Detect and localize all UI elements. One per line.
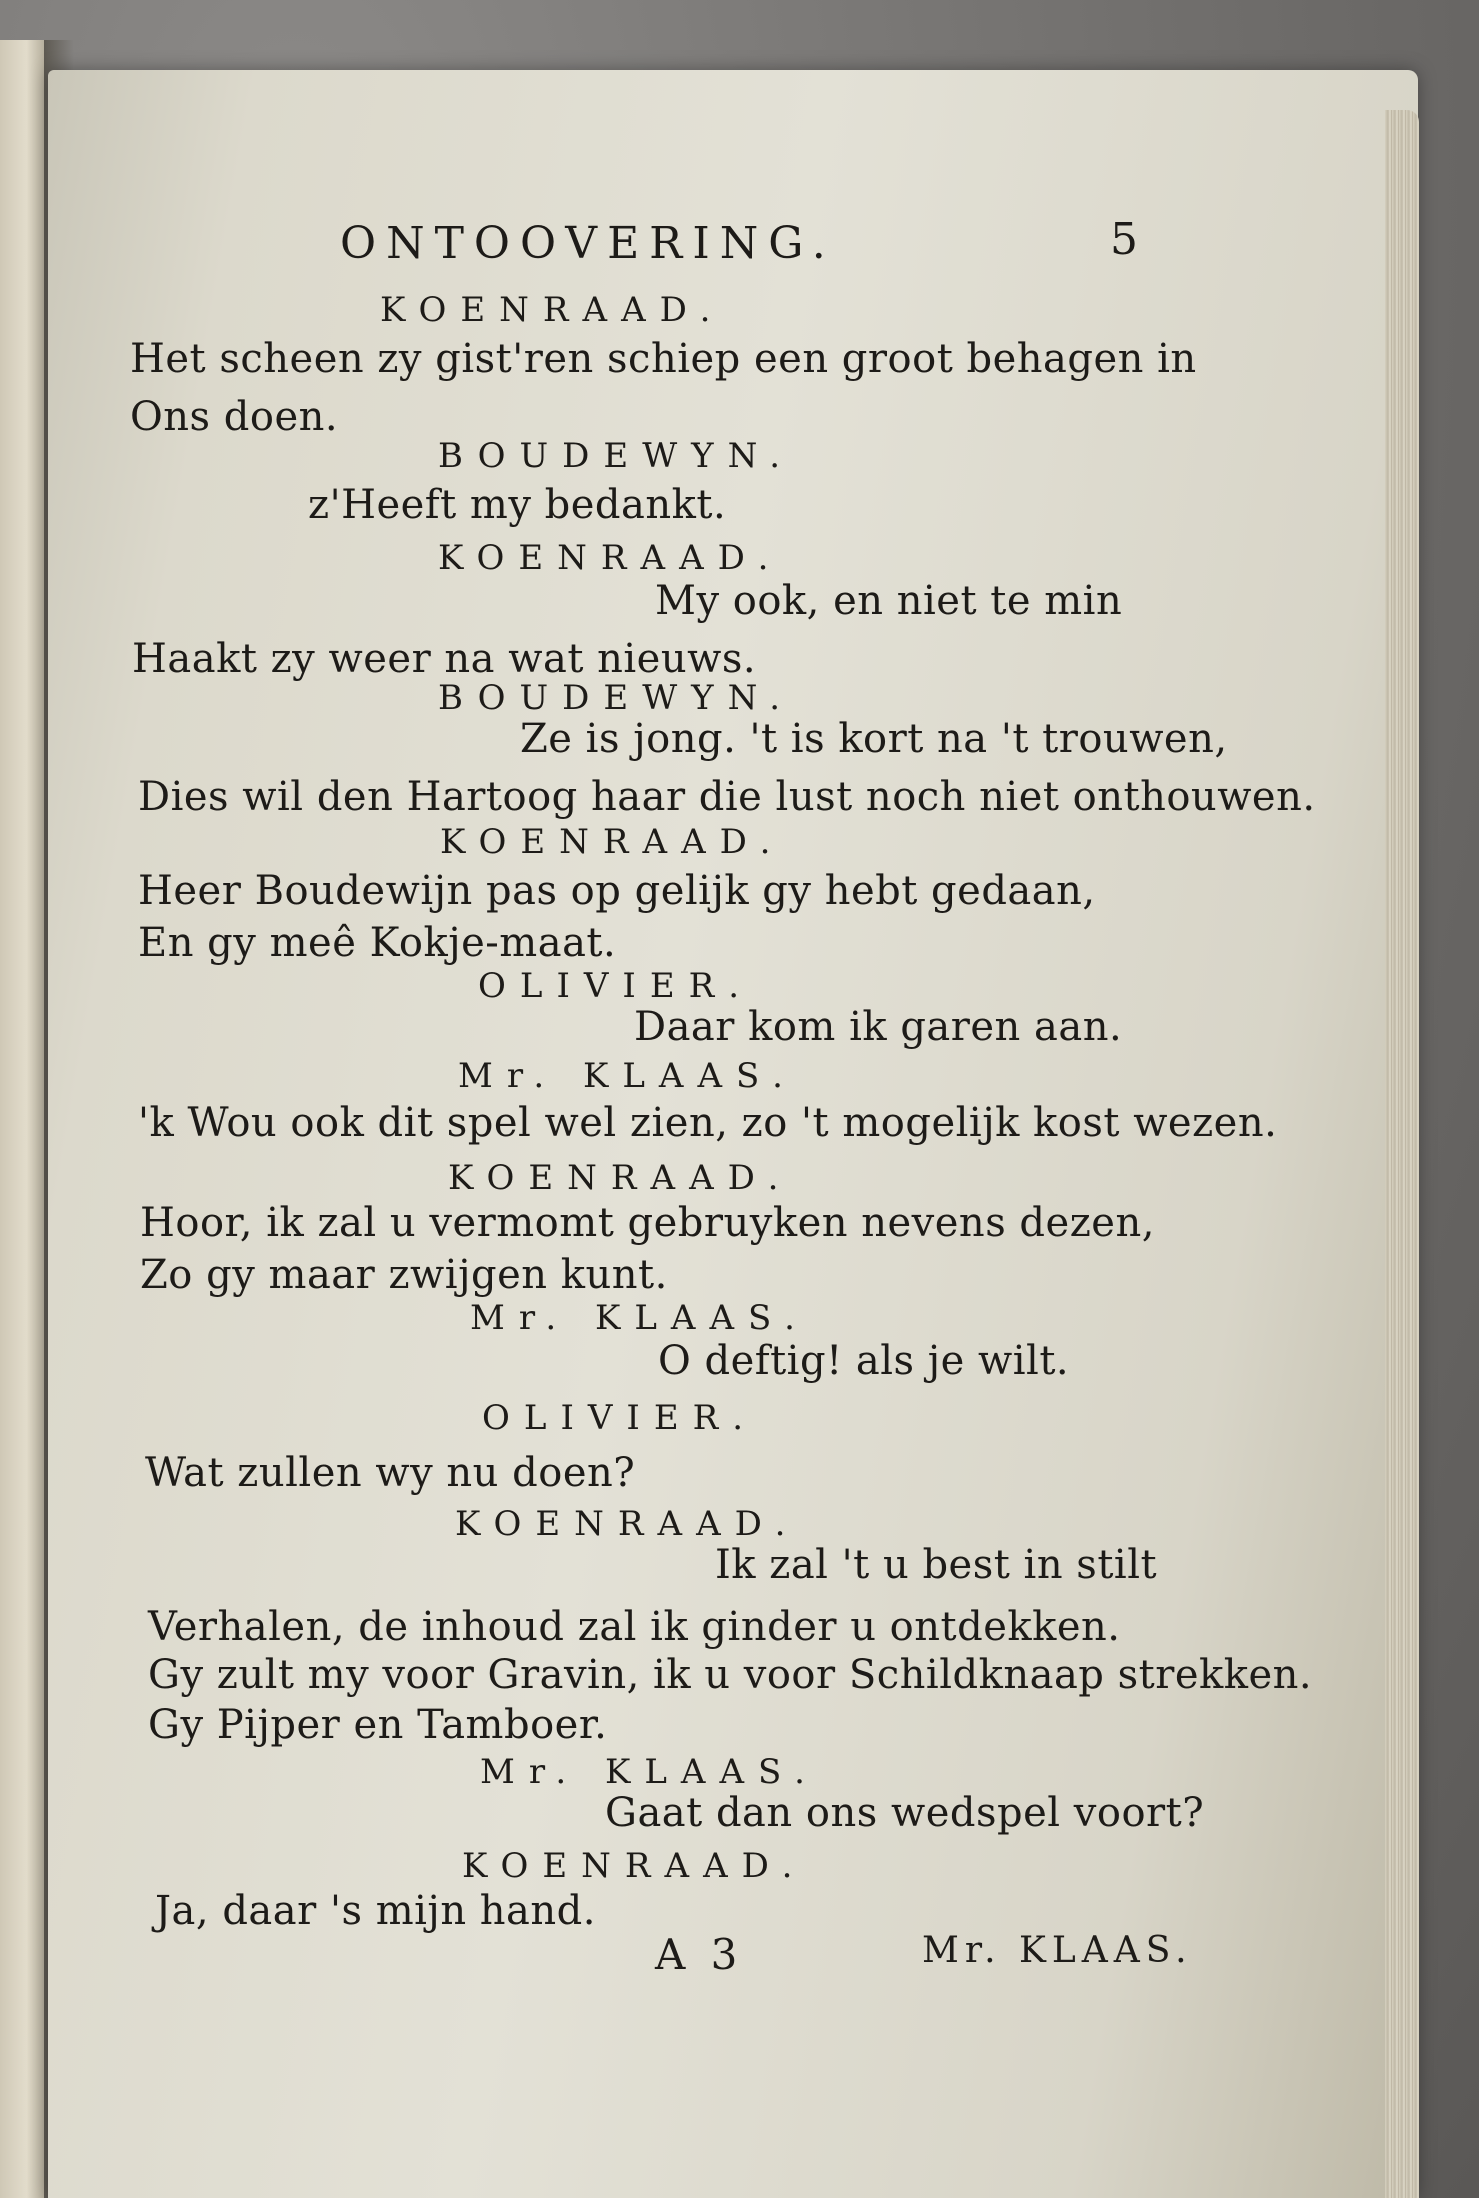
signature-mark: A 3	[655, 1930, 744, 1979]
page-number: 5	[1110, 214, 1138, 265]
catchword: Mr. KLAAS.	[922, 1930, 1193, 1971]
running-title: ONTOOVERING.	[340, 218, 836, 269]
verse-line: 'k Wou ook dit spel wel zien, zo 't mogelijk kost wezen.	[138, 1100, 1278, 1146]
verse-line: Het scheen zy gist'ren schiep een groot behagen in	[130, 336, 1197, 382]
verse-line: En gy meê Kokje-maat.	[138, 920, 617, 966]
verse-line: Haakt zy weer na wat nieuws.	[132, 636, 757, 682]
verse-line: O deftig! als je wilt.	[658, 1338, 1070, 1384]
speaker-heading: Mr. KLAAS.	[480, 1752, 819, 1792]
speaker-heading: KOENRAAD.	[380, 290, 725, 330]
facing-page-edge	[0, 40, 46, 2198]
verse-line: My ook, en niet te min	[655, 578, 1123, 624]
verse-line: Heer Boudewijn pas op gelijk gy hebt gedaan,	[138, 868, 1096, 914]
verse-line: Ja, daar 's mijn hand.	[155, 1888, 596, 1934]
verse-line: z'Heeft my bedankt.	[308, 482, 727, 528]
verse-line: Dies wil den Hartoog haar die lust noch niet onthouwen.	[138, 774, 1316, 820]
verse-line: Daar kom ik garen aan.	[634, 1004, 1123, 1050]
speaker-heading: Mr. KLAAS.	[458, 1056, 797, 1096]
verse-line: Ons doen.	[130, 394, 339, 440]
verse-line: Wat zullen wy nu doen?	[145, 1450, 636, 1496]
speaker-heading: Mr. KLAAS.	[470, 1298, 809, 1338]
speaker-heading: KOENRAAD.	[462, 1846, 807, 1886]
verse-line: Ze is jong. 't is kort na 't trouwen,	[520, 716, 1228, 762]
speaker-heading: KOENRAAD.	[448, 1158, 793, 1198]
verse-line: Hoor, ik zal u vermomt gebruyken nevens dezen,	[140, 1200, 1155, 1246]
verse-line: Verhalen, de inhoud zal ik ginder u ontdekken.	[148, 1604, 1121, 1650]
verse-line: Ik zal 't u best in stilt	[715, 1542, 1158, 1588]
speaker-heading: KOENRAAD.	[455, 1504, 800, 1544]
speaker-heading: BOUDEWYN.	[438, 678, 794, 718]
speaker-heading: BOUDEWYN.	[438, 436, 794, 476]
speaker-heading: KOENRAAD.	[438, 538, 783, 578]
verse-line: Gaat dan ons wedspel voort?	[605, 1790, 1205, 1836]
verse-line: Gy zult my voor Gravin, ik u voor Schildknaap strekken.	[148, 1652, 1313, 1698]
speaker-heading: OLIVIER.	[482, 1398, 758, 1438]
verse-line: Gy Pijper en Tamboer.	[148, 1702, 608, 1748]
speaker-heading: KOENRAAD.	[440, 822, 785, 862]
verse-line: Zo gy maar zwijgen kunt.	[140, 1252, 668, 1298]
page-fore-edge	[1385, 110, 1419, 2198]
speaker-heading: OLIVIER.	[478, 966, 754, 1006]
